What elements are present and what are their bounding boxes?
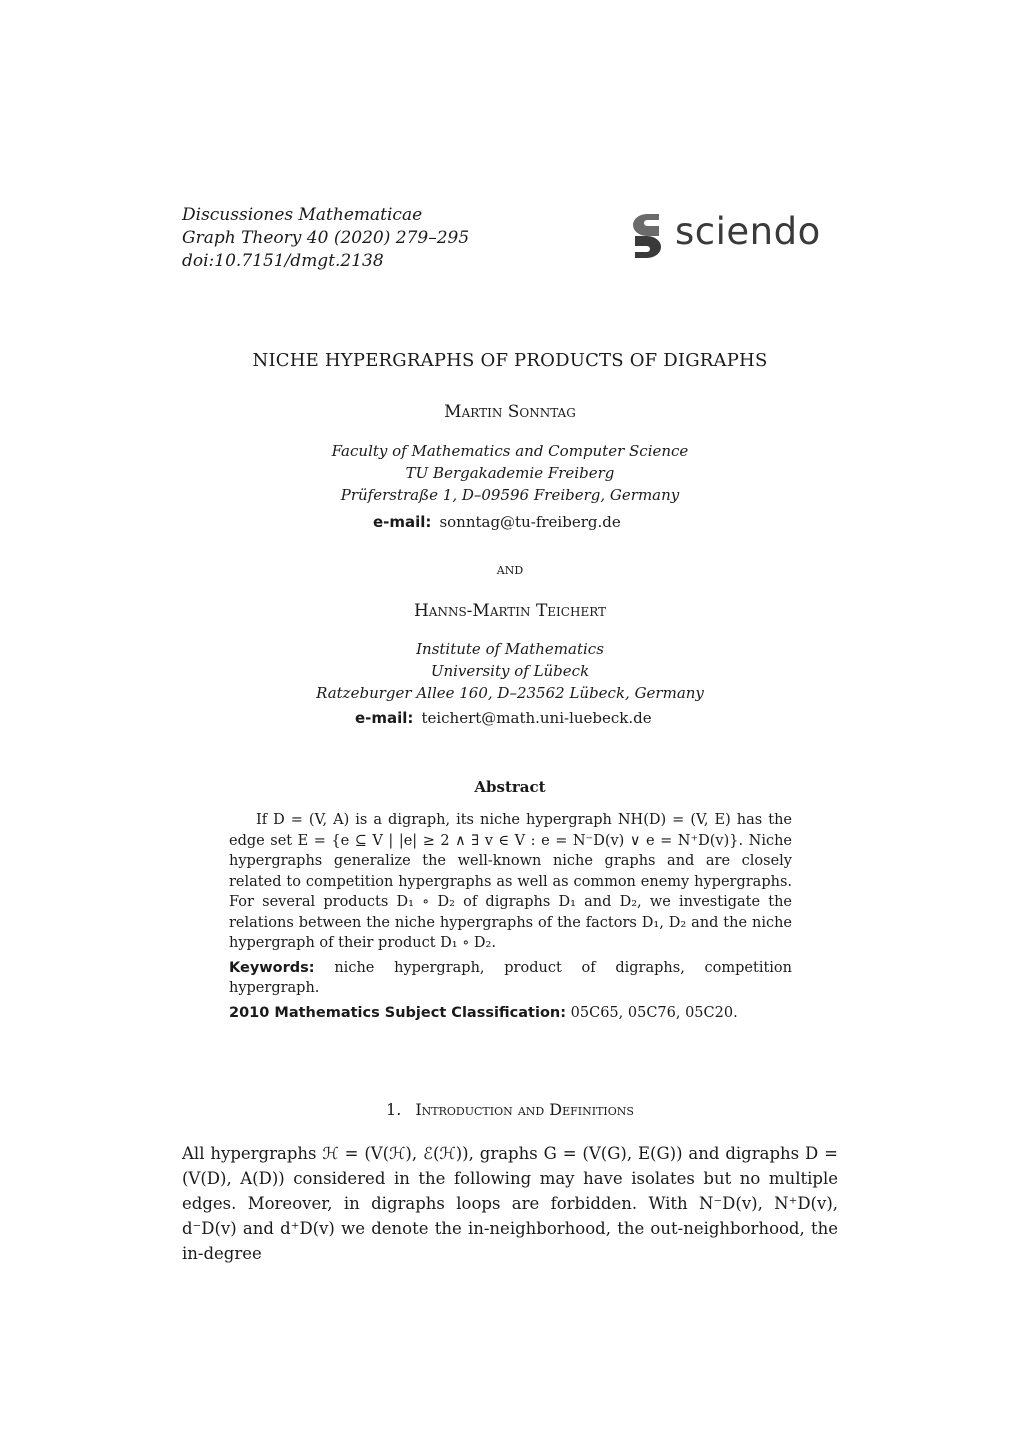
section-title: Introduction and Definitions (415, 1100, 634, 1119)
author-2-email (355, 709, 652, 727)
author-1-name: Martin Sonntag (444, 402, 576, 422)
section-number: 1. (386, 1100, 402, 1119)
abstract-body (229, 810, 792, 1023)
paper-title: NICHE HYPERGRAPHS OF PRODUCTS OF DIGRAPHS (252, 350, 768, 371)
keywords-text: niche hypergraph, product of digraphs, competition hypergraph. (229, 959, 792, 996)
and-separator: and (496, 560, 524, 578)
journal-volume: Graph Theory 40 (2020) 279–295 (182, 228, 470, 248)
affil-line: TU Bergakademie Freiberg (405, 464, 615, 482)
abstract-heading: Abstract (474, 778, 546, 796)
sciendo-logo (631, 212, 841, 260)
msc (229, 1003, 792, 1024)
msc-text: 05C65, 05C76, 05C20. (570, 1004, 738, 1021)
author-2-name: Hanns-Martin Teichert (413, 601, 607, 621)
keywords (229, 958, 792, 999)
affil-line: University of Lübeck (430, 662, 590, 680)
msc-label: 2010 Mathematics Subject Classification: (229, 1004, 567, 1021)
section-heading (0, 1100, 1020, 1119)
affil-line: Prüferstraße 1, D–09596 Freiberg, Germany (340, 486, 680, 504)
affil-line: Institute of Mathematics (416, 640, 604, 658)
email-label: e-mail: (355, 709, 414, 727)
sciendo-s-icon (631, 212, 663, 260)
affil-line: Ratzeburger Allee 160, D–23562 Lübeck, Germany (316, 684, 704, 702)
logo-wordmark: sciendo (675, 210, 821, 253)
affil-line: Faculty of Mathematics and Computer Science (331, 442, 689, 460)
author-1-affiliation (0, 440, 1020, 506)
author-1-email (373, 513, 621, 531)
journal-doi: doi:10.7151/dmgt.2138 (182, 251, 384, 271)
journal-name: Discussiones Mathematicae (182, 205, 423, 225)
intro-text: All hypergraphs ℋ = (V(ℋ), ℰ(ℋ)), graphs G = (V(G), E(G)) and digraphs D = (V(D), A(D)) considered in the following may have isolates but no multiple edges. Moreover, in digraphs loops are forbidden. With N⁻D(v), N⁺D(v), d⁻D(v) and d⁺D(v) we denote the in-neighborhood, the out-neighborhood, the in-degree (182, 1144, 838, 1263)
author-2-affiliation (0, 638, 1020, 704)
keywords-label: Keywords: (229, 959, 315, 976)
email-address[interactable]: teichert@math.uni-luebeck.de (421, 709, 652, 727)
journal-header (182, 204, 469, 273)
intro-paragraph (182, 1141, 838, 1266)
email-label: e-mail: (373, 513, 432, 531)
email-address[interactable]: sonntag@tu-freiberg.de (439, 513, 621, 531)
abstract-text: If D = (V, A) is a digraph, its niche hypergraph NH(D) = (V, E) has the edge set E = {e ⊆ V | |e| ≥ 2 ∧ ∃ v ∈ V : e = N⁻D(v) ∨ e = N⁺D(v)}. Niche hypergraphs generalize the well-known niche graphs and are closely related to competition hypergraphs as well as common enemy hypergraphs. For several products D₁ ∘ D₂ of digraphs D₁ and D₂, we investigate the relations between the niche hypergraphs of the factors D₁, D₂ and the niche hypergraph of their product D₁ ∘ D₂. (229, 812, 792, 951)
